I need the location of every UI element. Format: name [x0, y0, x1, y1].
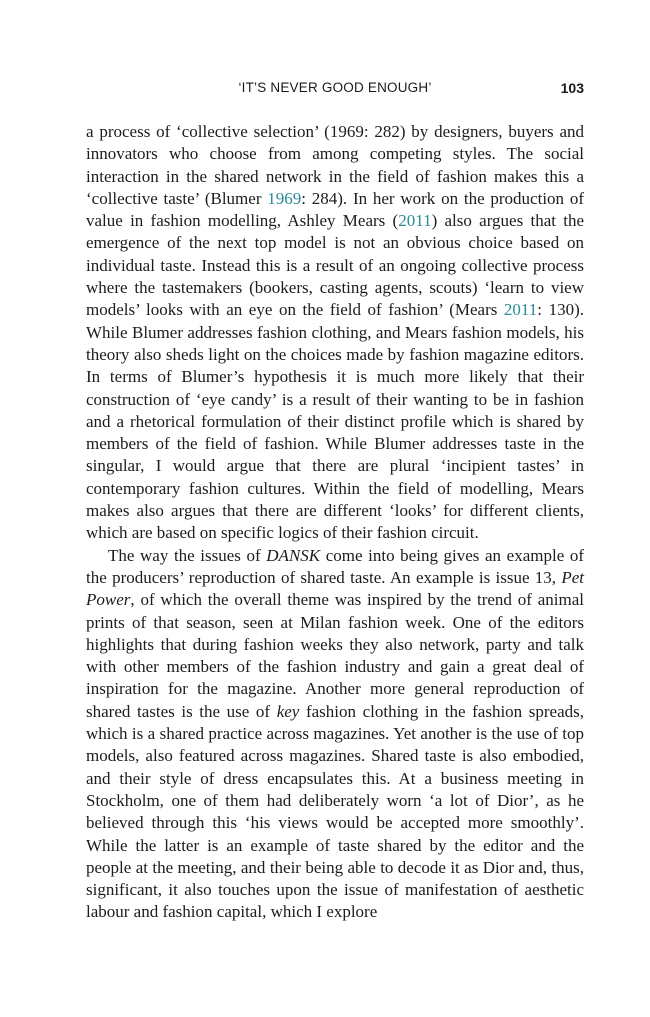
text-run: : 130). While Blumer addresses fashion clothing, and Mears fashion models, his theory also sheds light on the choices made by fashion magazine editors. In terms of Blumer’s hypothesis it is much more likely that their construction of ‘eye candy’ is a result of their wanting to be in fashion and a rhetorical formulation of their distinct profile which is shared by members of the field of fashion. While Blumer addresses taste in the singular, I would argue that there are plural ‘incipient tastes’ in contemporary fashion cultures. Within the field of modelling, Mears makes also argues that there are different ‘looks’ for different clients, which are based on specific logics of their fashion circuit.: [86, 300, 584, 543]
text-run: fashion clothing in the fashion spreads, which is a shared practice across magazines. Yet another is the use of top models, also featured across magazines. Shared taste is also embodied, and their style of dress encapsulates this. At a business meeting in Stockholm, one of them had deliberately worn ‘a lot of Dior’, as he believed through this ‘his views would be accepted more smoothly’. While the latter is an example of taste shared by the editor and the people at the meeting, and their being able to decode it as Dior and, thus, significant, it also touches upon the issue of manifestation of aesthetic labour and fashion capital, which I explore: [86, 701, 584, 922]
body-text: [86, 121, 584, 924]
italic-term: DANSK: [266, 545, 321, 565]
text-run: The way the issues of: [108, 545, 267, 565]
text-run: come into being gives an example of the producers’ reproduction of shared taste. An example is issue 13,: [86, 545, 584, 587]
page-number: 103: [560, 80, 584, 96]
text-run: , of which the overall theme was inspired by the trend of animal prints of that season, seen at Milan fashion week. One of the editors highlights that during fashion weeks they also network, party and talk with other members of the fashion industry and gain a great deal of inspiration for the magazine. Another more general reproduction of shared tastes is the use of: [86, 590, 584, 721]
citation-year: 2011: [503, 300, 538, 320]
text-run: a process of ‘collective selection’ (1969: 282) by designers, buyers and innovators who choose from among competing styles. The social interaction in the shared network in the field of fashion makes this a ‘collective taste’ (Blumer: [86, 122, 584, 208]
citation-year: 1969: [267, 188, 302, 208]
running-head: [86, 80, 584, 102]
italic-term: Pet Power: [86, 567, 584, 610]
paragraph: [86, 121, 584, 545]
running-title: ‘IT’S NEVER GOOD ENOUGH’: [238, 80, 432, 95]
text-run: ) also argues that the emergence of the next top model is not an obvious choice based on individual taste. Instead this is a result of an ongoing collective process where the tastemakers (bookers, casting agents, scouts) ‘learn to view models’ looks with an eye on the field of fashion’ (Mears: [86, 211, 585, 320]
citation-year: 2011: [398, 211, 432, 231]
italic-term: key: [276, 701, 300, 721]
text-run: : 284). In her work on the production of value in fashion modelling, Ashley Mears (: [86, 188, 584, 231]
paragraph: [86, 545, 584, 924]
